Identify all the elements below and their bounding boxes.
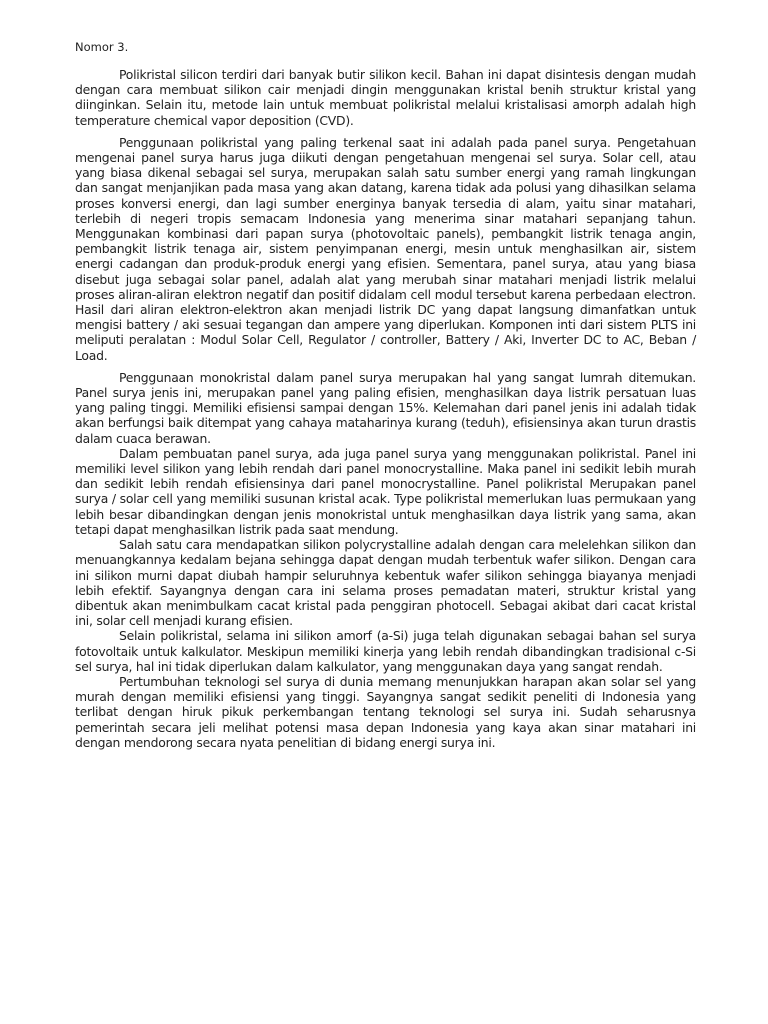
paragraph-panel-surya: Penggunaan polikristal yang paling terkenal saat ini adalah pada panel surya. Pengetahuan mengenai panel surya harus juga diikuti dengan pengetahuan mengenai sel surya. Solar cell, atau yang biasa dikenal sebagai sel surya, merupakan salah satu sumber energi yang ramah lingkungan dan sangat menjanjikan pada masa yang akan datang, karena tidak ada polusi yang dihasilkan selama proses konversi energi, dan lagi sumber energinya banyak tersedia di alam, yaitu sinar matahari, terlebih di negeri tropis semacam Indonesia yang menerima sinar matahari sepanjang tahun. Menggunakan kombinasi dari papan surya (photovoltaic panels), pembangkit listrik tenaga angin, pembangkit listrik tenaga air, sistem penyimpanan energi, mesin untuk menghasilkan air, sistem energi cadangan dan produk-produk energi yang efisien. Sementara, panel surya, atau yang biasa disebut juga sebagai solar panel, adalah alat yang merubah sinar matahari menjadi listrik melalui proses aliran-aliran elektron negatif dan positif didalam cell modul tersebut karena perbedaan electron. Hasil dari aliran elektron-elektron akan menjadi listrik DC yang dapat langsung dimanfatkan untuk mengisi battery / aki sesuai tegangan dan ampere yang diperlukan. Komponen inti dari sistem PLTS ini meliputi peralatan : Modul Solar Cell, Regulator / controller, Battery / Aki, Inverter DC to AC, Beban / Load. bbox=[75, 134, 696, 363]
paragraph-silikon-polycrystalline: Salah satu cara mendapatkan silikon polycrystalline adalah dengan cara melelehkan silikon dan menuangkannya kedalam bejana sehingga dapat dengan mudah terbentuk wafer silikon. Dengan cara ini silikon murni dapat diubah hampir seluruhnya kebentuk wafer silikon sehingga biayanya menjadi lebih efektif. Sayangnya dengan cara ini selama proses pemadatan materi, struktur kristal yang dibentuk akan menimbulkam cacat kristal pada penggiran photocell. Sebagai akibat dari cacat kristal ini, solar cell menjadi kurang efisien. bbox=[75, 537, 696, 629]
paragraph-silikon-amorf: Selain polikristal, selama ini silikon amorf (a-Si) juga telah digunakan sebagai bahan sel surya fotovoltaik untuk kalkulator. Meskipun memiliki kinerja yang lebih rendah dibandingkan tradisional c-Si sel surya, hal ini tidak diperlukan dalam kalkulator, yang menggunakan daya yang sangat rendah. bbox=[75, 628, 696, 674]
paragraph-monokristal: Penggunaan monokristal dalam panel surya merupakan hal yang sangat lumrah ditemukan. Panel surya jenis ini, merupakan panel yang paling efisien, menghasilkan daya listrik persatuan luas yang paling tinggi. Memiliki efisiensi sampai dengan 15%. Kelemahan dari panel jenis ini adalah tidak akan berfungsi baik ditempat yang cahaya mataharinya kurang (teduh), efisiensinya akan turun drastis dalam cuaca berawan. bbox=[75, 369, 696, 446]
paragraph-pertumbuhan-teknologi: Pertumbuhan teknologi sel surya di dunia memang menunjukkan harapan akan solar sel yang murah dengan memiliki efisiensi yang tinggi. Sayangnya sangat sedikit peneliti di Indonesia yang terlibat dengan hiruk pikuk perkembangan tentang teknologi sel surya ini. Sudah seharusnya pemerintah secara jeli melihat potensi masa depan Indonesia yang kaya akan sinar matahari ini dengan mendorong secara nyata penelitian di bidang energi surya ini. bbox=[75, 673, 696, 750]
paragraph-polikristal-intro: Polikristal silicon terdiri dari banyak butir silikon kecil. Bahan ini dapat disintesis dengan mudah dengan cara membuat silikon cair menjadi dingin menggunakan kristal benih struktur kristal yang diinginkan. Selain itu, metode lain untuk membuat polikristal melalui kristalisasi amorph adalah high temperature chemical vapor deposition (CVD). bbox=[75, 67, 696, 128]
section-heading: Nomor 3. bbox=[75, 40, 129, 54]
document-body bbox=[75, 67, 696, 750]
paragraph-panel-polikristal: Dalam pembuatan panel surya, ada juga panel surya yang menggunakan polikristal. Panel ini memiliki level silikon yang lebih rendah dari panel monocrystalline. Maka panel ini sedikit lebih murah dan sedikit lebih rendah efisiensinya dari panel monocrystalline. Panel polikristal Merupakan panel surya / solar cell yang memiliki susunan kristal acak. Type polikristal memerlukan luas permukaan yang lebih besar dibandingkan dengan jenis monokristal untuk menghasilkan daya listrik yang sama, akan tetapi dapat menghasilkan listrik pada saat mendung. bbox=[75, 445, 696, 537]
